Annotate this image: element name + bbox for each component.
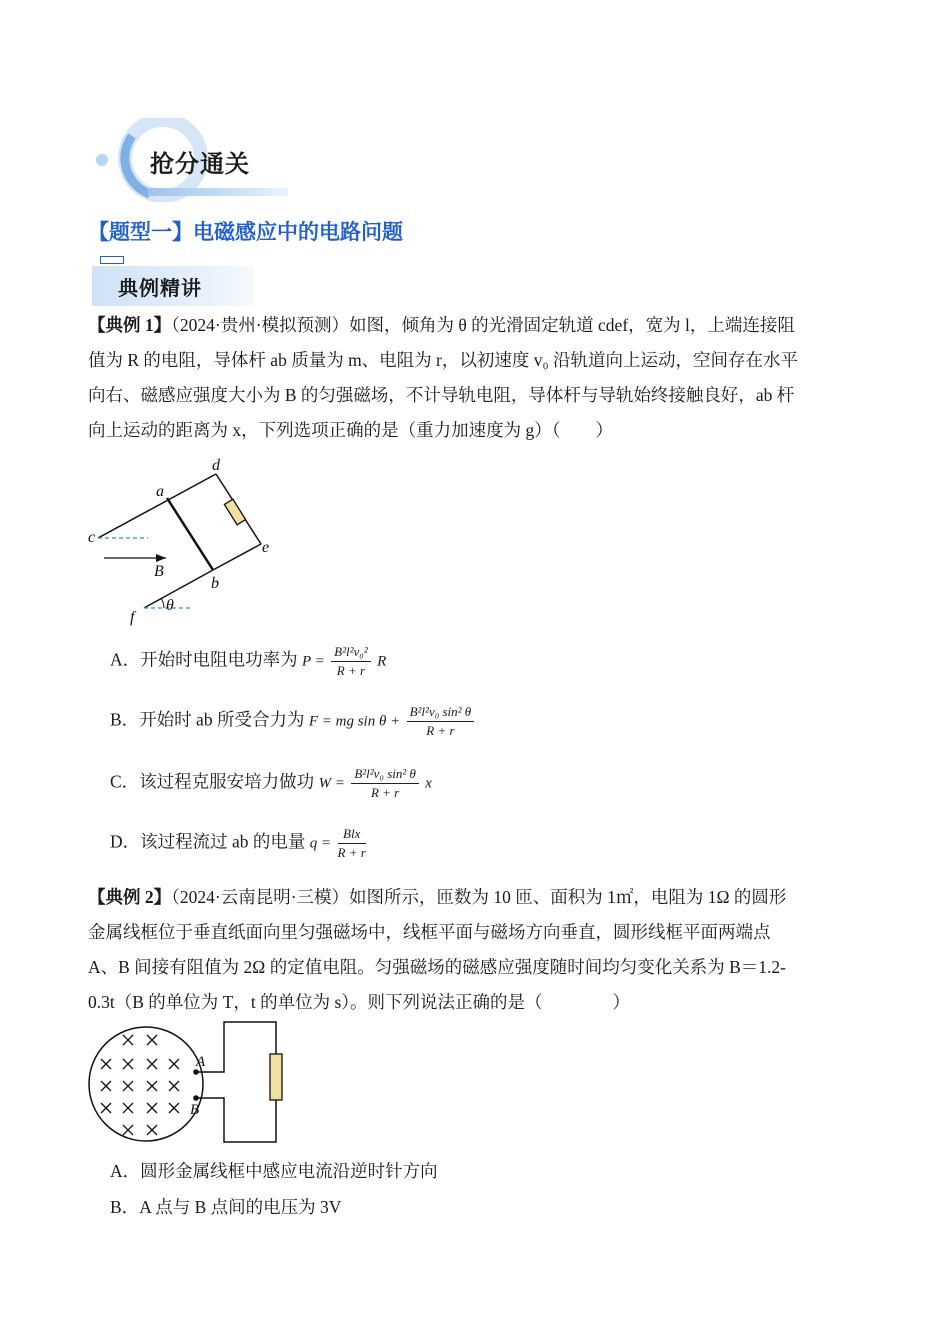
label-e: e: [262, 539, 270, 556]
example1-label: 【典例 1】: [88, 315, 172, 335]
label-c: c: [88, 529, 96, 546]
option-1D[interactable]: D．该过程流过 ab 的电量 q = $\frac{\text{Blx}}{R + r}$: [110, 826, 366, 860]
field-cross-mark: [123, 1103, 133, 1113]
option-2B[interactable]: B．A 点与 B 点间的电压为 3V: [110, 1197, 342, 1217]
option-1D-fraction: $\frac{\text{Blx}}{R + r}$: [337, 826, 366, 860]
field-cross-mark: [147, 1059, 157, 1069]
field-cross-mark: [147, 1125, 157, 1135]
field-cross-mark: [147, 1081, 157, 1091]
label-A: A: [196, 1054, 206, 1070]
example2-line-1: 【典例 2】（2024·云南昆明·三模）如图所示，匝数为 10 匝、面积为 1㎡，电阻为 1Ω 的圆形: [88, 887, 787, 907]
label-field-B: B: [154, 563, 164, 580]
label-f: f: [130, 609, 135, 626]
label-a: a: [156, 483, 164, 500]
example1-source: （2024·贵州·模拟预测）: [171, 315, 350, 335]
field-cross-mark: [123, 1059, 133, 1069]
example1-line-3: 向右、磁感应强度大小为 B 的匀强磁场，不计导轨电阻，导体杆与导轨始终接触良好，ab 杆: [88, 385, 795, 405]
field-cross-mark: [169, 1081, 179, 1091]
example2-source: （2024·云南昆明·三模）: [171, 887, 350, 907]
example2-line-4: 0.3t（B 的单位为 T，t 的单位为 s）。则下列说法正确的是（ ）: [88, 992, 631, 1012]
field-cross-mark: [169, 1103, 179, 1113]
example2-line-3: A、B 间接有阻值为 2Ω 的定值电阻。匀强磁场的磁感应强度随时间均匀变化关系为 B＝1.2-: [88, 957, 786, 977]
option-1C-fraction: $\frac{\text{B²l²v₀ sin² θ}}{R + r}$: [351, 766, 419, 801]
example1-figure: [86, 452, 286, 630]
subtitle-marker: [100, 256, 124, 264]
example2-label: 【典例 2】: [88, 887, 172, 907]
example1-line-1: 【典例 1】（2024·贵州·模拟预测）如图，倾角为 θ 的光滑固定轨道 cdef，宽为 l，上端连接阻: [88, 315, 795, 335]
field-cross-mark: [101, 1081, 111, 1091]
example1-text: [88, 308, 868, 448]
section-title: 【题型一】电磁感应中的电路问题: [88, 220, 403, 244]
example2-text: [88, 880, 868, 1020]
field-cross-mark: [147, 1103, 157, 1113]
option-1B[interactable]: B．开始时 ab 所受合力为 F = mg sin θ + $\frac{\text{B²l²v₀ sin² θ}}{R + r}$: [110, 704, 476, 739]
field-cross-mark: [123, 1035, 133, 1045]
example1-line-4: 向上运动的距离为 x，下列选项正确的是（重力加速度为 g）（ ）: [88, 420, 613, 440]
label-theta: θ: [166, 597, 174, 614]
field-cross-mark: [123, 1081, 133, 1091]
field-cross-mark: [147, 1035, 157, 1045]
banner-title: 抢分通关: [150, 150, 250, 178]
field-cross-mark: [169, 1059, 179, 1069]
example2-figure: [84, 1018, 294, 1148]
option-1A[interactable]: A．开始时电阻电功率为 P = $\frac{\text{B²l²v₀²}}{R + r}$ R: [110, 644, 387, 678]
label-B: B: [190, 1102, 200, 1118]
field-cross-mark: [101, 1059, 111, 1069]
option-1A-fraction: $\frac{\text{B²l²v₀²}}{R + r}$: [331, 644, 371, 679]
option-2A[interactable]: A．圆形金属线框中感应电流沿逆时针方向: [110, 1161, 438, 1181]
subtitle: 典例精讲: [118, 276, 202, 300]
option-1C[interactable]: C．该过程克服安培力做功 W = $\frac{\text{B²l²v₀ sin² θ}}{R + r}$ x: [110, 766, 432, 800]
field-cross-mark: [123, 1125, 133, 1135]
field-cross-mark: [101, 1103, 111, 1113]
option-1B-fraction: $\frac{\text{B²l²v₀ sin² θ}}{R + r}$: [407, 704, 475, 739]
label-d: d: [212, 457, 220, 474]
label-b: b: [211, 575, 219, 592]
example2-line-2: 金属线框位于垂直纸面向里匀强磁场中，线框平面与磁场方向垂直，圆形线框平面两端点: [88, 922, 771, 942]
example1-line-2: 值为 R 的电阻，导体杆 ab 质量为 m、电阻为 r，以初速度 v₀ 沿轨道向上运动，空间存在水平: [88, 350, 798, 370]
